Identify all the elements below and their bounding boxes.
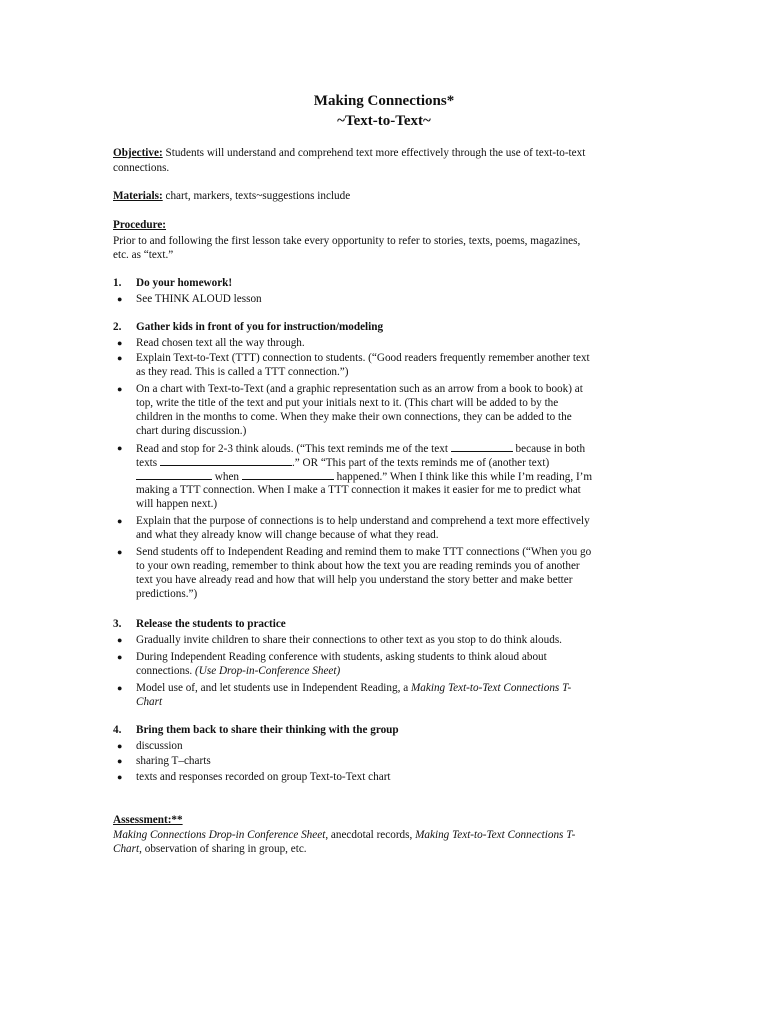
bullet-italic-text: Making Text-to-Text Connections T- <box>410 682 572 694</box>
assessment-italic-2: Making Text-to-Text Connections T- <box>415 829 576 841</box>
section-3-bullet-3-line-1 <box>136 681 571 695</box>
bullet-icon: ● <box>117 772 123 782</box>
bullet-icon: ● <box>117 652 123 662</box>
section-2-bullet-5-line-2: and what they already know will change because of what they read. <box>136 529 439 541</box>
assessment-label-text: Assessment:** <box>113 814 183 826</box>
bullet-icon: ● <box>117 635 123 645</box>
bullet-icon: ● <box>117 353 123 363</box>
section-2-bullet-4-line-4: making a TTT connection. When I make a TTT connection it makes it easier for me to predict what <box>136 484 581 496</box>
fill-in-blank <box>242 469 334 480</box>
section-2-bullet-3-line-3: children in the months to come. When they make their own connections, they can be added to the <box>136 411 572 423</box>
bullet-4-text-e: when <box>212 471 242 483</box>
bullet-icon: ● <box>117 547 123 557</box>
assessment-text-1: , anecdotal records, <box>325 829 416 841</box>
assessment-line-1 <box>113 828 575 842</box>
section-2-bullet-4-line-2 <box>136 455 549 470</box>
procedure-line-2: etc. as “text.” <box>113 249 174 261</box>
procedure-label <box>113 218 166 232</box>
bullet-icon: ● <box>117 338 123 348</box>
section-4-bullet-3: texts and responses recorded on group Text-to-Text chart <box>136 771 391 783</box>
section-1-bullet-1: See THINK ALOUD lesson <box>136 293 262 305</box>
section-2-bullet-6-line-4: predictions.”) <box>136 588 198 600</box>
section-1-heading: Do your homework! <box>136 277 233 289</box>
section-4-number: 4. <box>113 724 122 736</box>
section-3-bullet-2-line-2 <box>136 664 340 678</box>
section-3-bullet-2-line-1: During Independent Reading conference with students, asking students to think aloud about <box>136 651 547 663</box>
section-3-number: 3. <box>113 618 122 630</box>
section-3-bullet-1: Gradually invite children to share their connections to other text as you stop to do think alouds. <box>136 634 562 646</box>
bullet-text: connections. <box>136 665 196 677</box>
bullet-4-text-a: Read and stop for 2-3 think alouds. (“This text reminds me of the text <box>136 443 451 455</box>
section-3-heading: Release the students to practice <box>136 618 286 630</box>
fill-in-blank <box>136 469 212 480</box>
page-title: Making Connections* <box>313 93 455 109</box>
section-2-bullet-1: Read chosen text all the way through. <box>136 337 305 349</box>
fill-in-blank <box>451 441 513 452</box>
section-2-bullet-5-line-1: Explain that the purpose of connections is to help understand and comprehend a text more effectively <box>136 515 590 527</box>
bullet-icon: ● <box>117 443 123 453</box>
fill-in-blank <box>160 455 292 466</box>
assessment-label <box>113 813 183 827</box>
bullet-4-text-b: because in both <box>512 443 586 455</box>
section-2-bullet-6-line-2: to your own reading, remember to think about how the text you are reading reminds you of another <box>136 560 580 572</box>
bullet-icon: ● <box>117 516 123 526</box>
section-1-number: 1. <box>113 277 122 289</box>
bullet-icon: ● <box>117 294 123 304</box>
section-2-bullet-4-line-3 <box>136 469 592 484</box>
objective-line-2: connections. <box>113 162 170 174</box>
assessment-text-2: , observation of sharing in group, etc. <box>139 843 307 855</box>
bullet-icon: ● <box>117 384 123 394</box>
bullet-icon: ● <box>117 756 123 766</box>
bullet-4-text-c: texts <box>136 457 160 469</box>
assessment-italic-3: Chart <box>113 843 140 855</box>
section-2-bullet-3-line-2: top, write the title of the text and put your initials next to it. (This chart will be added to by the <box>136 397 559 409</box>
section-2-bullet-2-line-1: Explain Text-to-Text (TTT) connection to students. (“Good readers frequently remember another text <box>136 352 590 364</box>
section-2-bullet-4-line-5: will happen next.) <box>136 498 218 510</box>
section-2-bullet-2-line-2: as they read. This is called a TTT connection.”) <box>136 366 349 378</box>
bullet-text: Model use of, and let students use in Independent Reading, a <box>136 682 411 694</box>
procedure-label-text: Procedure: <box>113 219 167 231</box>
objective-line-1 <box>113 146 585 160</box>
procedure-line-1: Prior to and following the first lesson take every opportunity to refer to stories, texts, poems, magazines, <box>113 235 581 247</box>
page-subtitle: ~Text-to-Text~ <box>337 113 431 129</box>
assessment-italic-1: Making Connections Drop-in Conference Sheet <box>113 829 326 841</box>
bullet-italic-text: (Use Drop-in-Conference Sheet) <box>195 665 341 677</box>
section-2-bullet-3-line-1: On a chart with Text-to-Text (and a graphic representation such as an arrow from a book to book) at <box>136 383 583 395</box>
objective-text: Students will understand and comprehend text more effectively through the use of text-to-text <box>162 147 586 159</box>
bullet-icon: ● <box>117 683 123 693</box>
bullet-icon: ● <box>117 741 123 751</box>
objective-label: Objective: <box>113 147 163 159</box>
assessment-line-2 <box>113 842 307 856</box>
section-4-heading: Bring them back to share their thinking with the group <box>136 724 399 736</box>
section-2-bullet-6-line-1: Send students off to Independent Reading and remind them to make TTT connections (“When you go <box>136 546 592 558</box>
bullet-4-text-d: .” OR “This part of the texts reminds me of (another text) <box>291 457 550 469</box>
materials-text: chart, markers, texts~suggestions include <box>162 190 351 202</box>
materials-label: Materials: <box>113 190 163 202</box>
section-2-bullet-3-line-4: chart during discussion.) <box>136 425 247 437</box>
bullet-4-text-f: happened.” When I think like this while I’m reading, I’m <box>333 471 593 483</box>
section-4-bullet-1: discussion <box>136 740 183 752</box>
section-2-bullet-4-line-1 <box>136 441 585 456</box>
materials-line <box>113 189 350 203</box>
section-2-number: 2. <box>113 321 122 333</box>
section-2-heading: Gather kids in front of you for instruction/modeling <box>136 321 384 333</box>
section-4-bullet-2: sharing T–charts <box>136 755 211 767</box>
section-3-bullet-3-line-2: Chart <box>136 696 163 708</box>
section-2-bullet-6-line-3: text you have already read and how that will help you understand the story better and make better <box>136 574 573 586</box>
